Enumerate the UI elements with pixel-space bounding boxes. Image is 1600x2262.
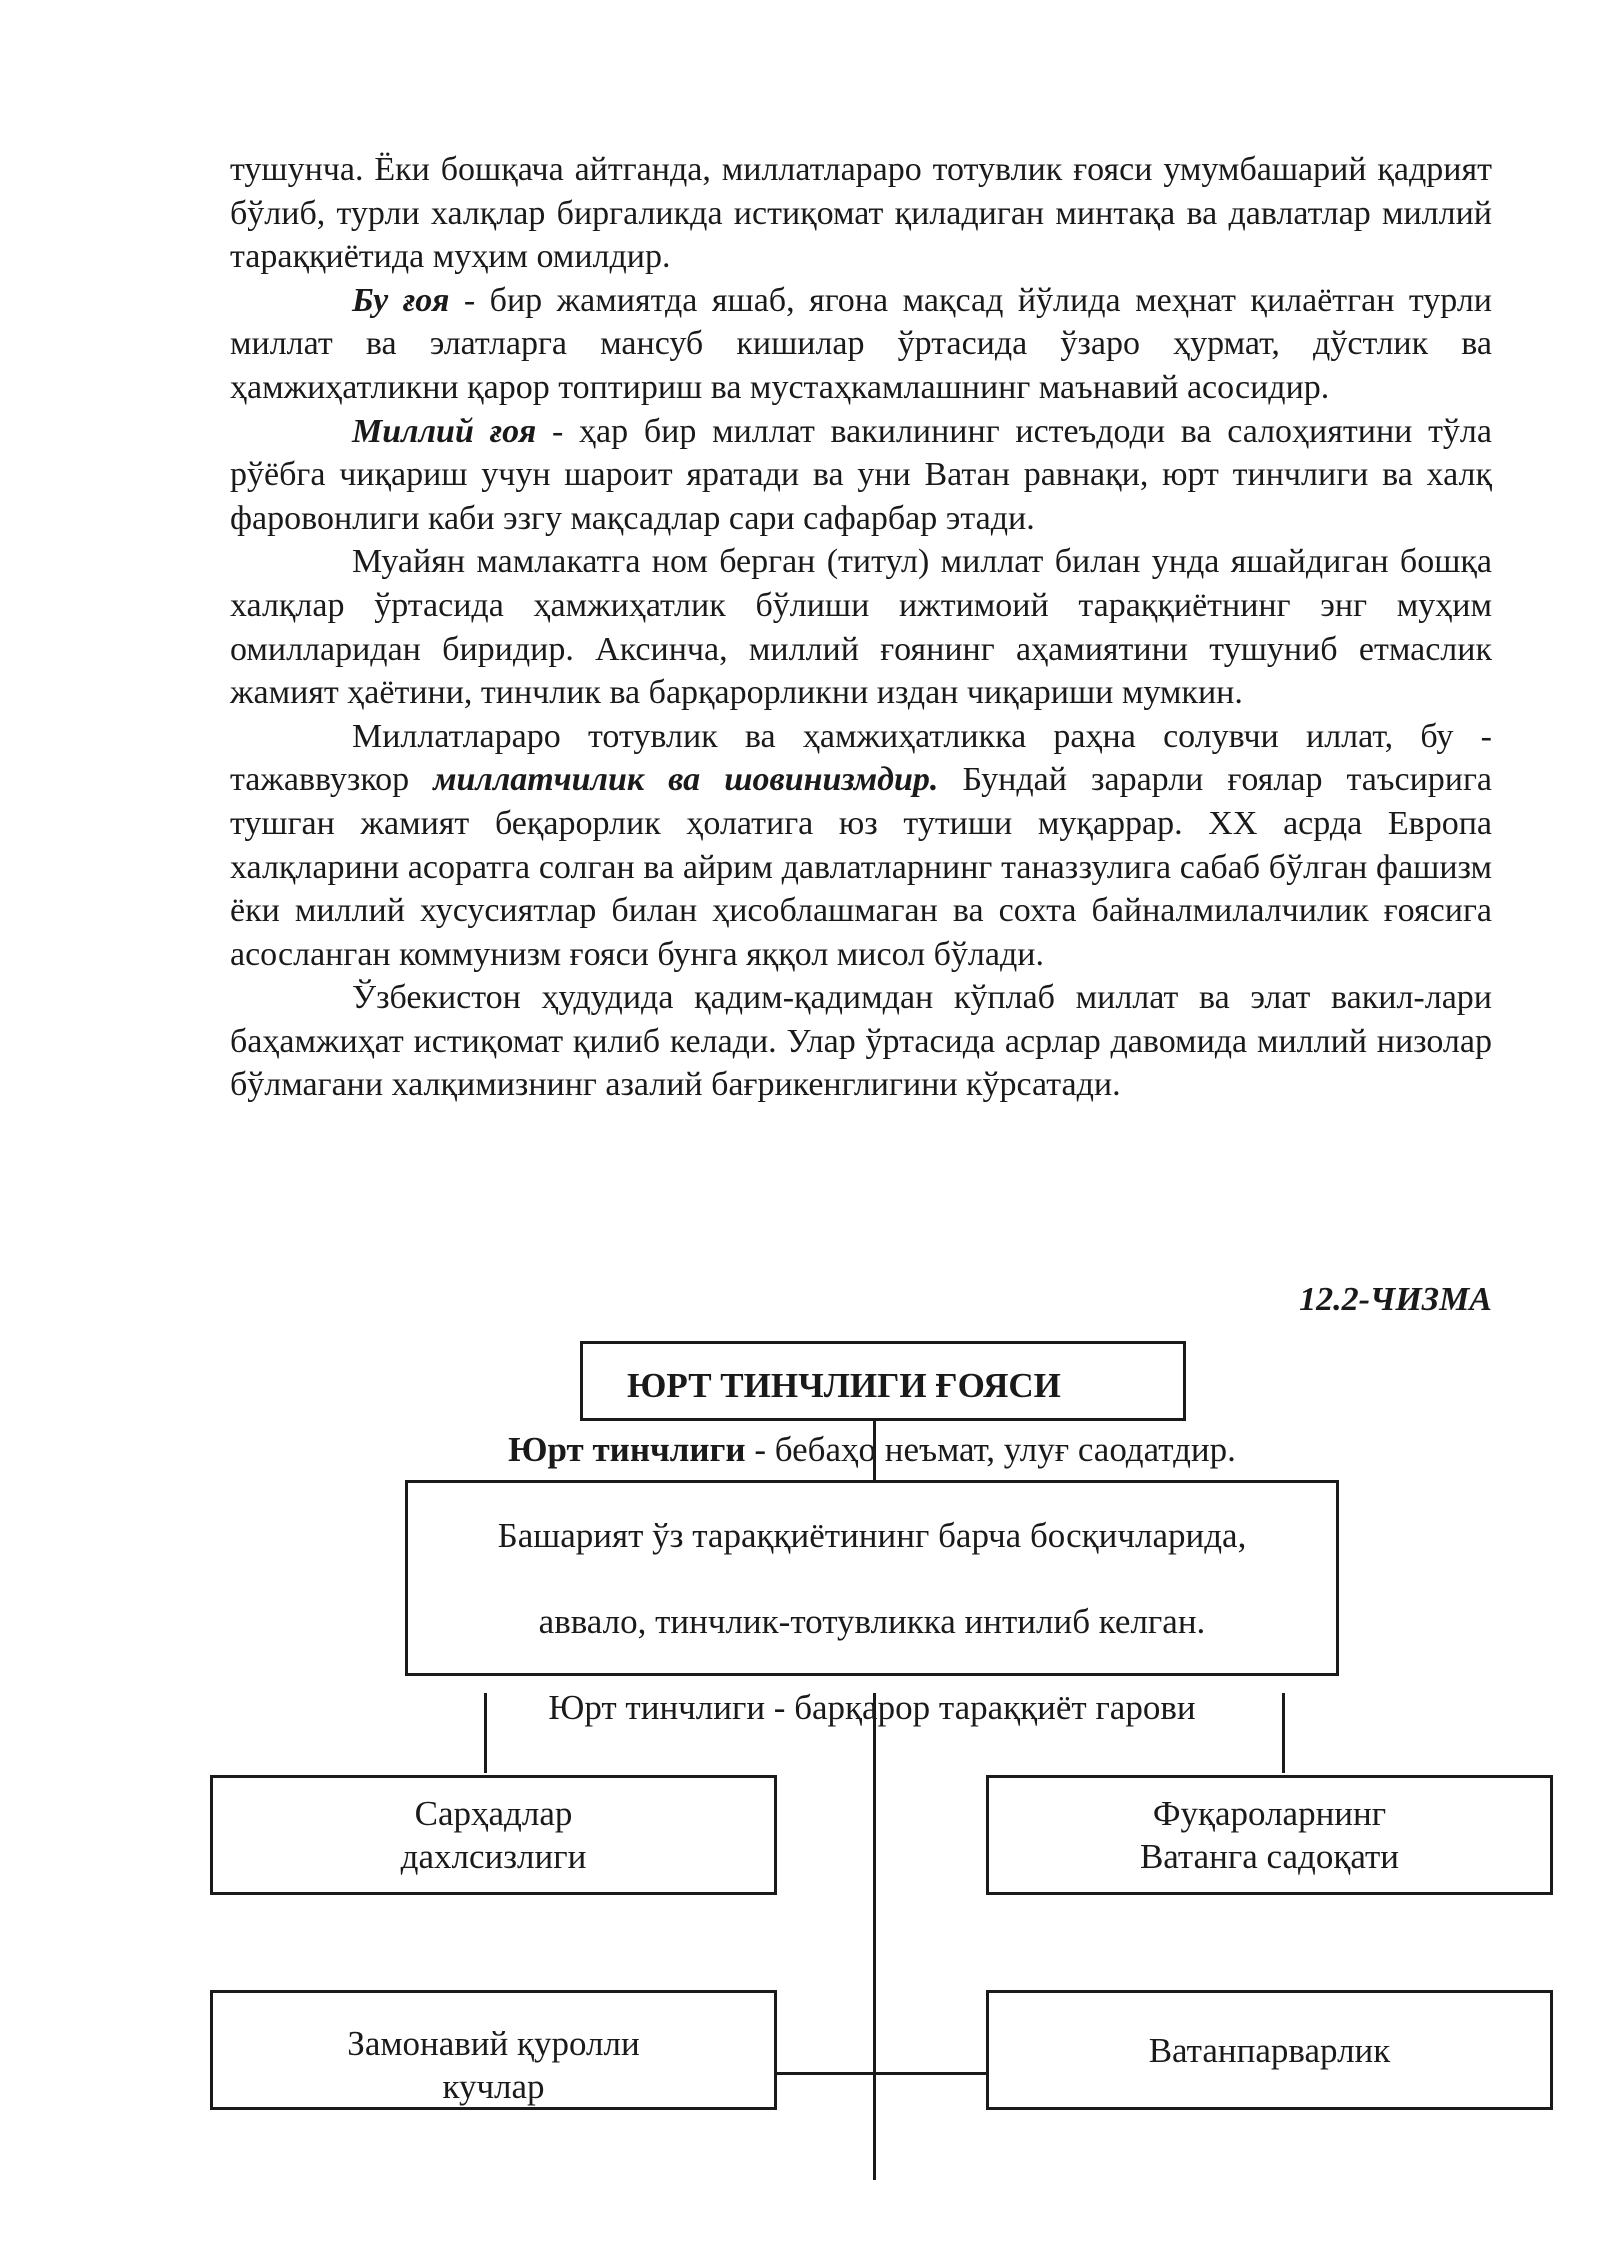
paragraph: [230, 715, 1492, 977]
paragraph-text: Миллатлараро тотувлик ва ҳамжиҳатликка раҳна солувчи иллат, бу - тажаввузкор: [230, 717, 1492, 799]
paragraph: [230, 410, 1492, 541]
emphasis-term: Бу ғоя: [352, 281, 450, 319]
connector-right-stub: [1282, 1693, 1285, 1773]
diagram-title: ЮРТ ТИНЧЛИГИ ҒОЯСИ: [627, 1365, 1061, 1405]
armed-forces-box: [210, 1990, 777, 2110]
citizens-loyalty-box: [986, 1775, 1553, 1895]
main-concept-text: [498, 1385, 1247, 1772]
main-concept-lead: Юрт тинчлиги: [508, 1429, 746, 1469]
main-concept-line-2: аввало, тинчлик-тотувликка интилиб келган.: [538, 1601, 1206, 1641]
paragraph-text: тушунча. Ёки бошқача айтганда, миллатлараро тотувлик ғояси умумбашарий қадрият бўлиб, турли халқлар биргаликда истиқомат қиладиган минтақа ва давлатлар миллий тараққиётида муҳим омилдир.: [230, 151, 1492, 276]
paragraph: [230, 148, 1492, 279]
borders-inviolability-box: [210, 1775, 777, 1895]
patriotism-box: [986, 1990, 1553, 2110]
paragraph-text: - бир жамиятда яшаб, ягона мақсад йўлида меҳнат қилаётган турли миллат ва элатларга мансуб кишилар ўртасида ўзаро ҳурмат, дўстлик ва ҳамжиҳатликни қарор топтириш ва мустаҳкамлашнинг маънавий асосидир.: [230, 281, 1492, 406]
emphasis-term: миллатчилик ва шовинизмдир.: [433, 761, 939, 799]
body-text: [230, 148, 1492, 1107]
borders-inviolability-text: Сарҳадлар дахлсизлиги: [400, 1794, 587, 1876]
main-concept-line-3: Юрт тинчлиги - барқарор тараққиёт гарови: [548, 1687, 1196, 1727]
paragraph-text: - ҳар бир миллат вакилининг истеъдоди ва салоҳиятини тўла рўёбга чиқариш учун шароит яратади ва уни Ватан равнақи, юрт тинчлиги ва халқ фаровонлиги каби эзгу мақсадлар сари сафарбар этади.: [230, 412, 1492, 537]
connector-horizontal: [777, 2072, 986, 2075]
paragraph: [230, 279, 1492, 410]
figure-label: 12.2-ЧИЗМА: [1299, 1281, 1492, 1318]
main-concept-line-1: Башарият ўз тараққиётининг барча босқичларида,: [497, 1515, 1247, 1555]
paragraph: [230, 540, 1492, 714]
paragraph-text: Бундай зарарли ғоялар таъсирига тушган жамият беқарорлик ҳолатига юз тутиши муқаррар. XX асрда Европа халқларини асоратга солган ва айрим давлатларнинг таназзулига сабаб бўлган фашизм ёки миллий хусусиятлар билан ҳисоблашмаган ва сохта байналмилалчилик ғоясига асосланган коммунизм ғояси бунга яққол мисол бўлади.: [230, 761, 1492, 973]
main-concept-lead-rest: - бебаҳо неъмат, улуғ саодатдир.: [745, 1429, 1236, 1469]
connector-left-stub: [484, 1693, 487, 1773]
emphasis-term: Миллий ғоя: [352, 412, 537, 450]
paragraph: [230, 976, 1492, 1107]
citizens-loyalty-text: Фуқароларнинг Ватанга садоқати: [1139, 1794, 1400, 1876]
main-concept-box: [405, 1429, 1339, 1727]
patriotism-text: Ватанпарварлик: [1148, 2030, 1391, 2070]
paragraph-text: Ўзбекистон ҳудудида қадим-қадимдан кўплаб миллат ва элат вакил-лари баҳамжиҳат истиқомат қилиб келади. Улар ўртасида асрлар давомида миллий низолар бўлмагани халқимизнинг азалий бағрикенглигини кўрсатади.: [230, 979, 1492, 1104]
armed-forces-text: Замонавий қуролли кучлар: [347, 2024, 640, 2106]
paragraph-text: Муайян мамлакатга ном берган (титул) миллат билан унда яшайдиган бошқа халқлар ўртасида ҳамжиҳатлик бўлиши ижтимоий тараққиётнинг энг муҳим омилларидан биридир. Аксинча, миллий ғоянинг аҳамиятини тушуниб етмаслик жамият ҳаётини, тинчлик ва барқарорликни издан чиқариши мумкин.: [230, 543, 1492, 712]
